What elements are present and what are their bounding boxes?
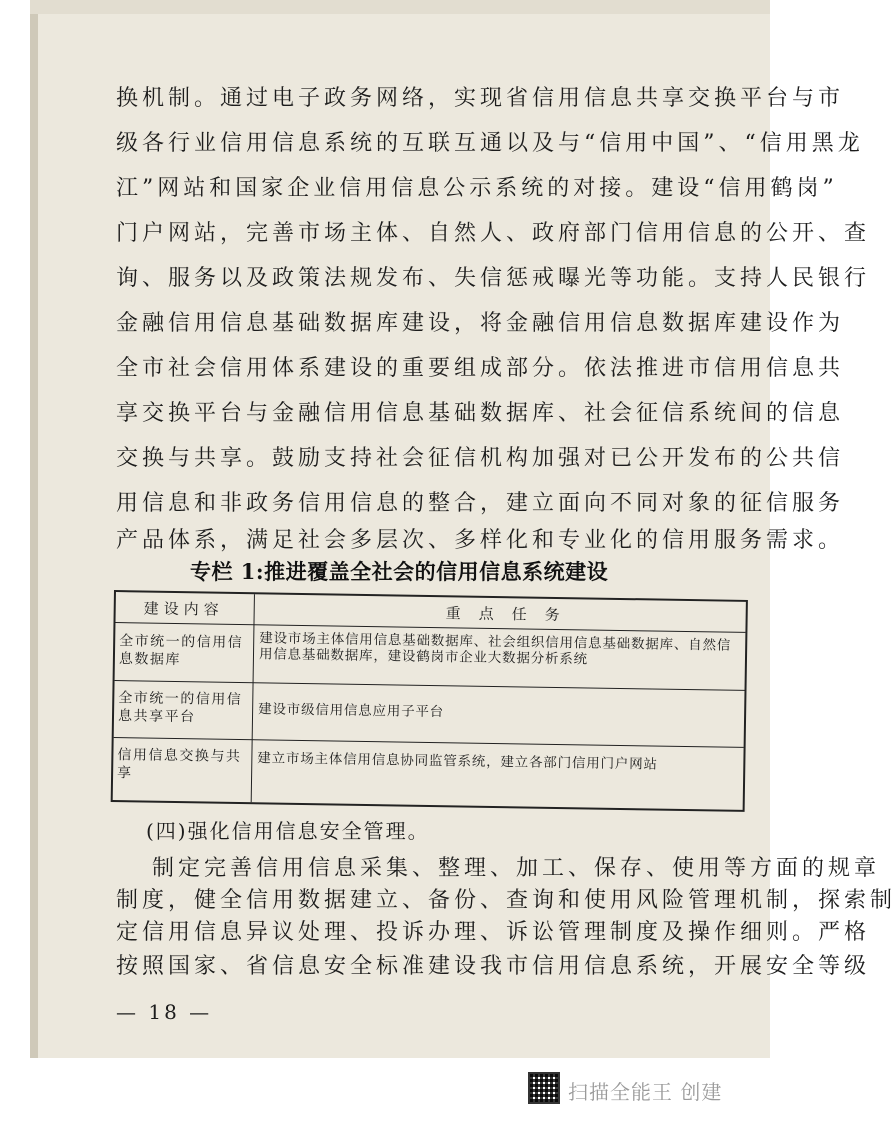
body2-line-4: 按照国家、省信息安全标准建设我市信用信息系统，开展安全等级 [116, 954, 871, 979]
page-top-shadow [30, 0, 770, 14]
box-title: 专栏 1:推进覆盖全社会的信用信息系统建设 [190, 559, 609, 584]
table-row [114, 681, 745, 748]
row-1-task: 建设市场主体信用信息基础数据库、社会组织信用信息基础数据库、自然信用信息基础数据库，建设鹤岗市企业大数据分析系统 [258, 630, 732, 668]
row-1-content: 全市统一的信用信息数据库 [118, 633, 244, 669]
table-row [115, 622, 746, 691]
body-line-10: 用信息和非政务信用信息的整合，建立面向不同对象的征信服务 [116, 491, 845, 516]
scanner-watermark [528, 1072, 768, 1108]
body-line-8: 享交换平台与金融信用信息基础数据库、社会征信系统间的信息 [116, 401, 845, 426]
scanner-brand-text: 扫描全能王 创建 [568, 1080, 723, 1104]
body-line-1: 换机制。通过电子政务网络，实现省信用信息共享交换平台与市 [116, 86, 845, 111]
body-line-9: 交换与共享。鼓励支持社会征信机构加强对已公开发布的公共信 [116, 446, 845, 471]
body2-line-3: 定信用信息异议处理、投诉办理、诉讼管理制度及操作细则。严格 [116, 920, 871, 945]
body-line-4: 门户网站，完善市场主体、自然人、政府部门信用信息的公开、查 [116, 221, 871, 246]
body-line-6: 金融信用信息基础数据库建设，将金融信用信息数据库建设作为 [116, 311, 845, 336]
qr-code-icon [528, 1072, 560, 1104]
row-2-task: 建设市级信用信息应用子平台 [258, 701, 445, 721]
body-line-11: 产品体系，满足社会多层次、多样化和专业化的信用服务需求。 [116, 528, 845, 553]
task-table [111, 590, 748, 812]
row-3-task: 建立市场主体信用信息协同监管系统，建立各部门信用门户网站 [257, 750, 658, 773]
body2-line-1: 制定完善信用信息采集、整理、加工、保存、使用等方面的规章 [152, 856, 881, 881]
body-line-3: 江”网站和国家企业信用信息公示系统的对接。建设“信用鹤岗” [116, 176, 838, 201]
header-task: 重点任务 [445, 604, 578, 625]
body2-line-2: 制度，健全信用数据建立、备份、查询和使用风险管理机制，探索制 [116, 888, 896, 913]
body-line-7: 全市社会信用体系建设的重要组成部分。依法推进市信用信息共 [116, 356, 845, 381]
page-binding-shadow [30, 0, 38, 1058]
page-number: — 18 — [116, 1000, 213, 1024]
scanned-page [30, 0, 896, 1058]
body-line-5: 询、服务以及政策法规发布、失信惩戒曝光等功能。支持人民银行 [116, 266, 871, 291]
body-line-2: 级各行业信用信息系统的互联互通以及与“信用中国”、“信用黑龙 [116, 131, 864, 156]
header-content: 建设内容 [143, 599, 224, 619]
row-3-content: 信用信息交换与共享 [116, 747, 242, 782]
row-2-content: 全市统一的信用信息共享平台 [117, 690, 243, 726]
section-heading: (四)强化信用信息安全管理。 [146, 819, 430, 843]
table-row [113, 738, 744, 808]
